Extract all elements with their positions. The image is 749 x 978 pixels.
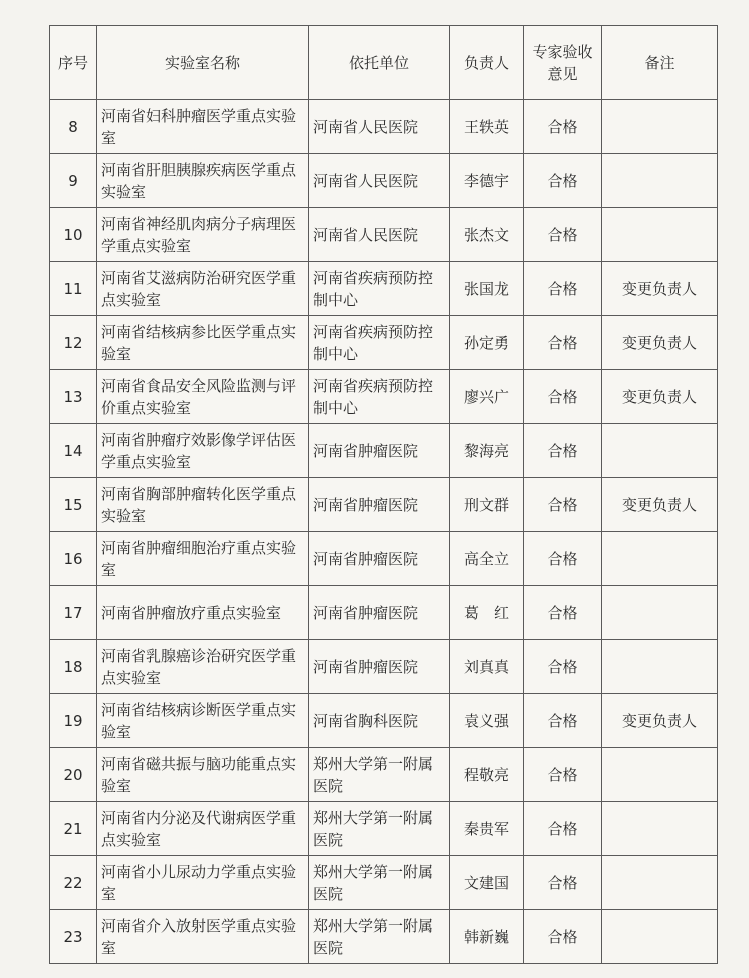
cell-lab-name: 河南省食品安全风险监测与评价重点实验室 [97,370,309,424]
table-row [50,532,718,586]
table-row [50,856,718,910]
cell-opinion: 合格 [524,586,602,640]
cell-lab-name: 河南省磁共振与脑功能重点实验室 [97,748,309,802]
table-row [50,208,718,262]
cell-unit: 河南省肿瘤医院 [309,424,450,478]
cell-unit: 郑州大学第一附属医院 [309,910,450,964]
cell-opinion: 合格 [524,640,602,694]
cell-opinion: 合格 [524,154,602,208]
cell-lab-name: 河南省妇科肿瘤医学重点实验室 [97,100,309,154]
table-row [50,910,718,964]
cell-note [602,532,718,586]
cell-note [602,910,718,964]
cell-no: 21 [50,802,97,856]
cell-person: 高全立 [450,532,524,586]
cell-no: 18 [50,640,97,694]
cell-no: 12 [50,316,97,370]
cell-unit: 郑州大学第一附属医院 [309,856,450,910]
cell-no: 10 [50,208,97,262]
cell-note [602,856,718,910]
cell-note [602,640,718,694]
cell-person: 韩新巍 [450,910,524,964]
table-row [50,100,718,154]
header-opinion-line1: 专家验收 [532,42,593,61]
cell-person: 葛 红 [450,586,524,640]
cell-note [602,802,718,856]
cell-no: 13 [50,370,97,424]
cell-unit: 河南省疾病预防控制中心 [309,316,450,370]
table-row [50,586,718,640]
cell-note [602,424,718,478]
cell-note [602,748,718,802]
cell-opinion: 合格 [524,478,602,532]
cell-no: 23 [50,910,97,964]
cell-person: 程敬亮 [450,748,524,802]
cell-person: 张杰文 [450,208,524,262]
cell-person: 张国龙 [450,262,524,316]
cell-person: 文建国 [450,856,524,910]
cell-no: 9 [50,154,97,208]
cell-note: 变更负责人 [602,694,718,748]
cell-no: 17 [50,586,97,640]
cell-note [602,154,718,208]
cell-lab-name: 河南省肿瘤疗效影像学评估医学重点实验室 [97,424,309,478]
table-row [50,640,718,694]
cell-person: 刑文群 [450,478,524,532]
table-row [50,316,718,370]
cell-no: 11 [50,262,97,316]
cell-unit: 河南省人民医院 [309,154,450,208]
header-opinion-line2: 意见 [547,64,578,83]
cell-lab-name: 河南省肝胆胰腺疾病医学重点实验室 [97,154,309,208]
header-no: 序号 [50,26,97,100]
table-row [50,694,718,748]
cell-person: 李德宇 [450,154,524,208]
cell-unit: 河南省人民医院 [309,208,450,262]
cell-unit: 河南省疾病预防控制中心 [309,262,450,316]
cell-lab-name: 河南省肿瘤细胞治疗重点实验室 [97,532,309,586]
cell-unit: 河南省胸科医院 [309,694,450,748]
table-row [50,370,718,424]
cell-person: 袁义强 [450,694,524,748]
cell-no: 22 [50,856,97,910]
cell-unit: 河南省疾病预防控制中心 [309,370,450,424]
lab-acceptance-table [49,25,718,964]
table-row [50,154,718,208]
cell-lab-name: 河南省结核病参比医学重点实验室 [97,316,309,370]
header-unit: 依托单位 [309,26,450,100]
cell-note: 变更负责人 [602,370,718,424]
cell-opinion: 合格 [524,856,602,910]
cell-lab-name: 河南省乳腺癌诊治研究医学重点实验室 [97,640,309,694]
cell-note [602,586,718,640]
table-row [50,748,718,802]
cell-opinion: 合格 [524,802,602,856]
cell-person: 刘真真 [450,640,524,694]
cell-opinion: 合格 [524,262,602,316]
cell-unit: 河南省人民医院 [309,100,450,154]
cell-opinion: 合格 [524,100,602,154]
cell-lab-name: 河南省神经肌肉病分子病理医学重点实验室 [97,208,309,262]
cell-note: 变更负责人 [602,478,718,532]
cell-unit: 河南省肿瘤医院 [309,640,450,694]
cell-opinion: 合格 [524,748,602,802]
cell-note: 变更负责人 [602,316,718,370]
cell-note [602,100,718,154]
cell-unit: 郑州大学第一附属医院 [309,802,450,856]
table-row [50,262,718,316]
cell-no: 19 [50,694,97,748]
cell-no: 14 [50,424,97,478]
cell-no: 20 [50,748,97,802]
cell-opinion: 合格 [524,208,602,262]
cell-lab-name: 河南省肿瘤放疗重点实验室 [97,586,309,640]
cell-opinion: 合格 [524,532,602,586]
header-lab-name: 实验室名称 [97,26,309,100]
table-row [50,478,718,532]
cell-person: 秦贵军 [450,802,524,856]
header-person: 负责人 [450,26,524,100]
header-note: 备注 [602,26,718,100]
cell-lab-name: 河南省内分泌及代谢病医学重点实验室 [97,802,309,856]
cell-opinion: 合格 [524,316,602,370]
cell-person: 王轶英 [450,100,524,154]
cell-opinion: 合格 [524,694,602,748]
cell-lab-name: 河南省胸部肿瘤转化医学重点实验室 [97,478,309,532]
cell-no: 16 [50,532,97,586]
cell-unit: 河南省肿瘤医院 [309,586,450,640]
table-header-row [50,26,718,100]
cell-note: 变更负责人 [602,262,718,316]
cell-unit: 河南省肿瘤医院 [309,478,450,532]
cell-lab-name: 河南省艾滋病防治研究医学重点实验室 [97,262,309,316]
cell-no: 15 [50,478,97,532]
cell-person: 孙定勇 [450,316,524,370]
header-opinion [524,26,602,100]
cell-opinion: 合格 [524,424,602,478]
cell-unit: 郑州大学第一附属医院 [309,748,450,802]
cell-opinion: 合格 [524,910,602,964]
cell-note [602,208,718,262]
cell-lab-name: 河南省小儿尿动力学重点实验室 [97,856,309,910]
cell-unit: 河南省肿瘤医院 [309,532,450,586]
cell-lab-name: 河南省结核病诊断医学重点实验室 [97,694,309,748]
cell-lab-name: 河南省介入放射医学重点实验室 [97,910,309,964]
cell-no: 8 [50,100,97,154]
cell-person: 黎海亮 [450,424,524,478]
table-row [50,424,718,478]
cell-person: 廖兴广 [450,370,524,424]
table-row [50,802,718,856]
cell-opinion: 合格 [524,370,602,424]
